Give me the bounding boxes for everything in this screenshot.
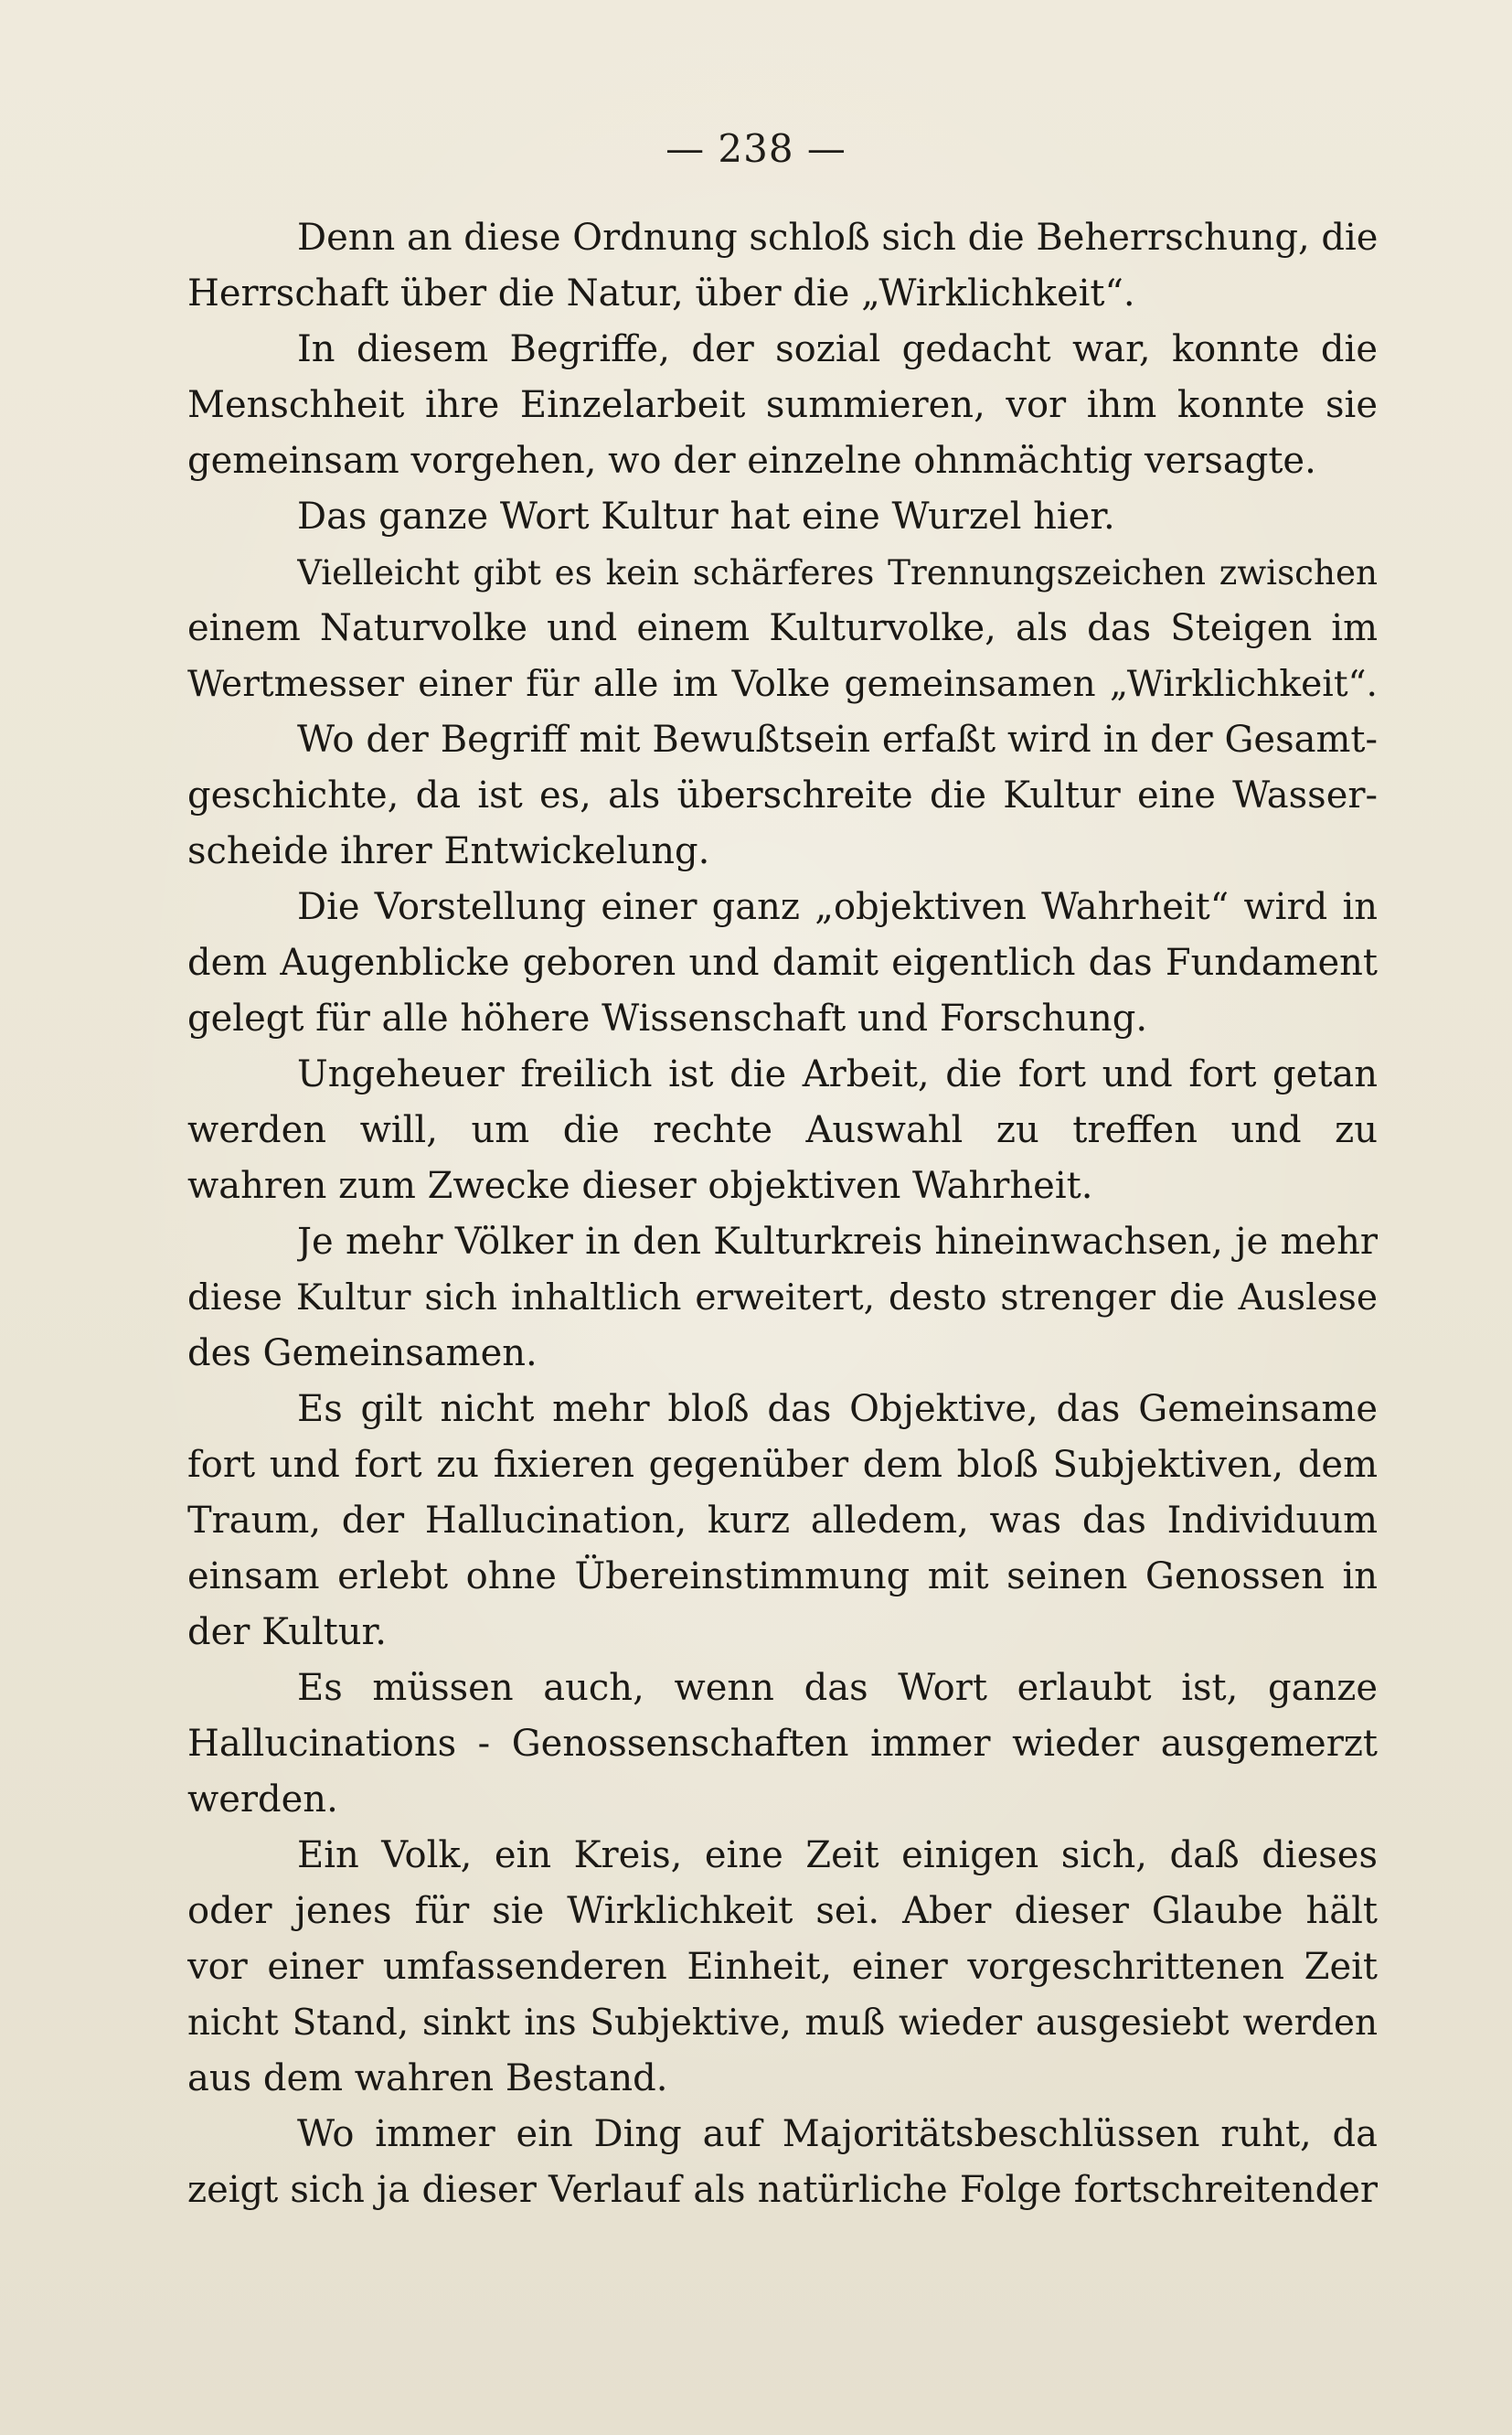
text-line: scheide ihrer Entwickelung. [187, 830, 710, 872]
text-line: Wertmesser einer für alle im Volke gemeinsamen „Wirklichkeit“. [187, 664, 1378, 705]
text-line: oder jenes für sie Wirklichkeit sei. Aber dieser Glaube hält [187, 1890, 1378, 1932]
text-line: Ungeheuer freilich ist die Arbeit, die fort und fort getan [297, 1053, 1378, 1095]
text-line: geschichte, da ist es, als überschreite die Kultur eine Wasser- [187, 774, 1378, 817]
page-number: — 238 — [665, 126, 847, 171]
text-line: einsam erlebt ohne Übereinstimmung mit seinen Genossen in [187, 1555, 1378, 1597]
text-line: Menschheit ihre Einzelarbeit summieren, vor ihm konnte sie [187, 384, 1378, 426]
text-line: des Gemeinsamen. [187, 1332, 538, 1374]
text-line: Das ganze Wort Kultur hat eine Wurzel hier. [297, 496, 1115, 538]
text-line: fort und fort zu fixieren gegenüber dem bloß Subjektiven, dem [187, 1444, 1378, 1486]
text-line: werden. [187, 1778, 338, 1821]
text-line: diese Kultur sich inhaltlich erweitert, desto strenger die Auslese [187, 1277, 1378, 1319]
text-line: dem Augenblicke geboren und damit eigentlich das Fundament [187, 942, 1378, 984]
text-line: Es müssen auch, wenn das Wort erlaubt ist, ganze [297, 1667, 1378, 1709]
text-line: Wo der Begriff mit Bewußtsein erfaßt wird in der Gesamt- [297, 719, 1378, 761]
text-line: der Kultur. [187, 1611, 387, 1653]
text-line: Die Vorstellung einer ganz „objektiven Wahrheit“ wird in [297, 886, 1378, 928]
text-line: Traum, der Hallucination, kurz alledem, was das Individuum [187, 1500, 1378, 1542]
text-line: aus dem wahren Bestand. [187, 2057, 668, 2099]
text-line: Hallucinations - Genossenschaften immer wieder ausgemerzt [187, 1723, 1378, 1765]
text-line: Ein Volk, ein Kreis, eine Zeit einigen sich, daß dieses [297, 1834, 1378, 1876]
text-line: gelegt für alle höhere Wissenschaft und Forschung. [187, 998, 1148, 1040]
text-line: Vielleicht gibt es kein schärferes Trennungszeichen zwischen [297, 552, 1378, 593]
text-line: zeigt sich ja dieser Verlauf als natürliche Folge fortschreitender [187, 2169, 1378, 2211]
text-line: vor einer umfassenderen Einheit, einer vorgeschrittenen Zeit [187, 1946, 1378, 1988]
text-line: werden will, um die rechte Auswahl zu treffen und zu [187, 1109, 1378, 1151]
text-line: gemeinsam vorgehen, wo der einzelne ohnmächtig versagte. [187, 440, 1316, 482]
text-line: In diesem Begriffe, der sozial gedacht war, konnte die [297, 328, 1378, 370]
text-line: Je mehr Völker in den Kulturkreis hineinwachsen, je mehr [297, 1221, 1378, 1263]
text-line: Denn an diese Ordnung schloß sich die Beherrschung, die [297, 217, 1378, 259]
text-line: Herrschaft über die Natur, über die „Wirklichkeit“. [187, 272, 1135, 315]
text-line: einem Naturvolke und einem Kulturvolke, als das Steigen im [187, 607, 1378, 649]
text-line: wahren zum Zwecke dieser objektiven Wahrheit. [187, 1165, 1093, 1207]
text-line: nicht Stand, sinkt ins Subjektive, muß wieder ausgesiebt werden [187, 2002, 1378, 2044]
text-line: Es gilt nicht mehr bloß das Objektive, das Gemeinsame [297, 1388, 1378, 1430]
text-line: Wo immer ein Ding auf Majoritätsbeschlüssen ruht, da [297, 2113, 1378, 2155]
